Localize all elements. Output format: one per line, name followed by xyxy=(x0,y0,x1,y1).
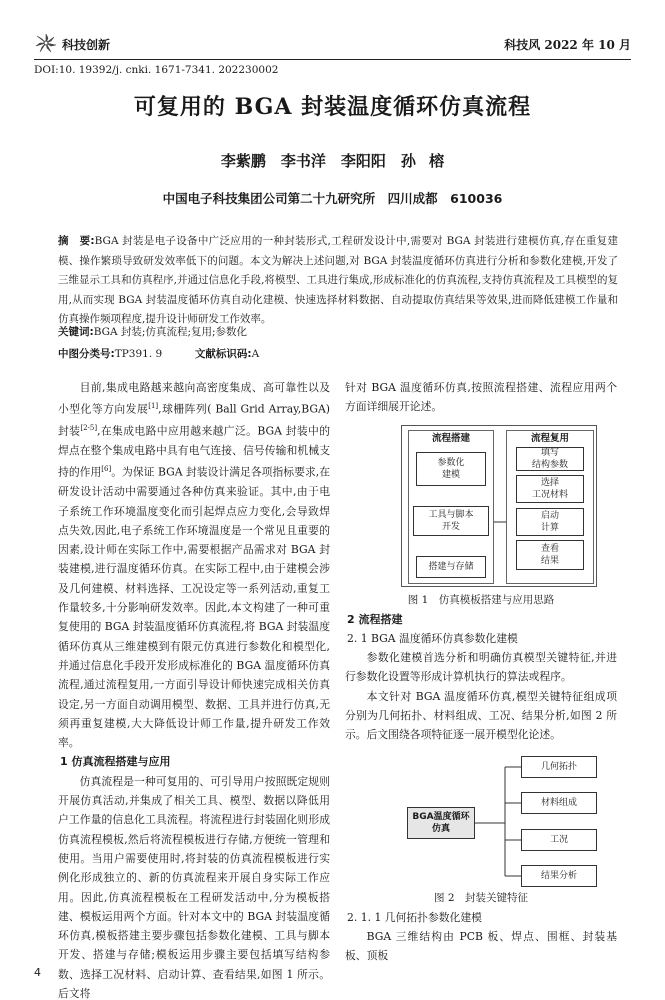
affiliation: 中国电子科技集团公司第二十九研究所 四川成都 610036 xyxy=(162,191,503,206)
intro-text-4: 。为保证 BGA 封装设计满足各项指标要求,在研发设计活动中需要通过各种仿真来验证。其中,由于电子系统工作环境温度变化而引起焊点应力变化,会导致焊点失效,因此,电子系统工作环境温度是一个常见且重要的因素,设计师在实际工作中,需要根据产品需求对 BGA 封装建模,进行温度循环仿真。在实际工程中,由于建模会涉及几何建模、材料选择、工况设定等一系列活动,重复工作量较多,十分影响研发效率。因此,本文构建了一种可重复使用的 BGA 封装温度循环仿真流程,将 BGA 封装温度循环仿真从三维建模到有限元仿真进行参数化和模型化,并通过信息化手段开发形成标准化的 BGA 温度循环仿真流程,通过流程复用,一方面引导设计师快速完成相关仿真设定,另一方面自动调用模型、数据、工具并进行仿真,无须再重复建模,大大降低设计师工作量,提升研发工作效率。 xyxy=(58,465,331,750)
journal-name: 科技创新 xyxy=(62,38,111,52)
paragraph-2-1-b: 本文针对 BGA 温度循环仿真,模型关键特征组成项分别为几何拓扑、材料组成、工况、结果分析,如图 2 所示。后文围绕各项特征逐一展开模型化论述。 xyxy=(345,689,617,742)
keywords-label: 关键词: xyxy=(58,326,94,338)
right-column xyxy=(345,378,617,966)
citation-1: [1] xyxy=(148,402,159,411)
fig2-item-material: 材料组成 xyxy=(521,792,597,814)
left-column xyxy=(58,378,330,1000)
section-heading-1: 1 仿真流程搭建与应用 xyxy=(60,755,171,769)
fig1-step-view-results: 查看 结果 xyxy=(516,540,584,570)
fig2-item-results: 结果分析 xyxy=(521,865,597,887)
subsection-heading-2-1: 2. 1 BGA 温度循环仿真参数化建模 xyxy=(347,631,518,645)
fig1-step-tools: 工具与脚本 开发 xyxy=(413,506,489,536)
classification xyxy=(58,346,618,361)
intro-paragraph xyxy=(58,378,330,752)
clc-value: TP391. 9 xyxy=(114,348,163,360)
figure-2 xyxy=(405,751,605,889)
paragraph-2-1-1: BGA 三维结构由 PCB 板、焊点、围框、封装基板、顶板 xyxy=(345,929,617,963)
keywords xyxy=(58,324,618,339)
figure-1 xyxy=(401,425,597,587)
fig1-step-select-material: 选择 工况材料 xyxy=(516,475,584,503)
fig1-step-modeling: 参数化 建模 xyxy=(416,452,486,486)
intro-text-1: 目前,集成电路越来越向高密度集成、高可靠性以及小型化等方向发展 xyxy=(58,381,330,416)
clc-label: 中图分类号: xyxy=(58,348,115,360)
fig1-left-header: 流程搭建 xyxy=(431,432,470,444)
journal-logo-icon xyxy=(34,32,58,54)
fig1-step-store: 搭建与存储 xyxy=(416,556,486,578)
intro-text-2: ,球栅阵列( Ball Grid Array,BGA)封装 xyxy=(58,402,330,438)
intro-text-3: ,在集成电路中应用越来越广泛。BGA 封装中的焊点在整个集成电路中具有电气连接、信号传输和机械支持的作用 xyxy=(58,424,331,479)
doc-code-label: 文献标识码: xyxy=(194,348,252,360)
citation-3: [6] xyxy=(101,465,112,474)
citation-2: [2-5] xyxy=(80,424,98,433)
figure-1-caption: 图 1 仿真模板搭建与应用思路 xyxy=(407,593,555,606)
fig1-step-start-calc: 启动 计算 xyxy=(516,508,584,536)
abstract xyxy=(58,232,618,330)
subsection-heading-2-1-1: 2. 1. 1 几何拓扑参数化建模 xyxy=(347,910,482,924)
continued-paragraph: 针对 BGA 温度循环仿真,按照流程搭建、流程应用两个方面详细展开论述。 xyxy=(345,381,617,414)
section-heading-2: 2 流程搭建 xyxy=(347,612,403,626)
fig1-step-fill-params: 填写 结构参数 xyxy=(516,447,584,471)
doi: DOI:10. 19392/j. cnki. 1671-7341. 202230002 xyxy=(34,64,279,76)
fig1-right-header: 流程复用 xyxy=(530,432,569,444)
authors: 李紫鹏 李书洋 李阳阳 孙 榕 xyxy=(220,152,445,170)
section1-paragraph: 仿真流程是一种可复用的、可引导用户按照既定规则开展仿真活动,并集成了相关工具、模型、数据以降低用户工作量的信息化工具流程。将流程进行封装固化则形成仿真流程模板,然后将流程模板进行存储,方便统一管理和使用。当用户需要使用时,将封装的仿真流程模板进行实例化形成独立的、新的仿真流程来开展自身实际工作应用。因此,仿真流程模板在工程研发活动中,分为模板搭建、模板运用两个方面。针对本文中的 BGA 封装温度循环仿真,模板搭建主要步骤包括参数化建模、工具与脚本开发、搭建与存储;模板运用步骤主要包括填写结构参数、选择工况材料、启动计算、查看结果,如图 1 所示。后文将 xyxy=(58,774,330,1000)
page-number: 4 xyxy=(34,966,41,979)
figure-2-caption: 图 2 封装关键特征 xyxy=(433,891,529,904)
journal-issue: 科技风 2022 年 10 月 xyxy=(504,38,631,52)
paper-title: 可复用的 BGA 封装温度循环仿真流程 xyxy=(133,94,532,120)
abstract-label: 摘 要: xyxy=(58,235,95,247)
doc-code-value: A xyxy=(251,348,260,360)
fig2-center-node: BGA温度循环 仿真 xyxy=(407,807,475,839)
keywords-text: BGA 封装;仿真流程;复用;参数化 xyxy=(93,326,248,338)
fig2-item-condition: 工况 xyxy=(521,829,597,851)
paragraph-2-1-a: 参数化建模首选分析和明确仿真模型关键特征,并进行参数化设置等形成计算机执行的算法或程序。 xyxy=(345,651,617,684)
abstract-text: BGA 封装是电子设备中广泛应用的一种封装形式,工程研发设计中,需要对 BGA 封装进行建模仿真,存在重复建模、操作繁琐导致研发效率低下的问题。本文为解决上述问题,对 BGA 封装温度循环仿真进行分析和参数化建模,开发了三维显示工具和仿真程序,并通过信息化手段,将模型、工具进行集成,形成标准化的仿真流程,支持仿真流程及工具模型的复用,从而实现 BGA 封装温度循环仿真自动化建模、快速选择材料数据、自动提取仿真结果等效果,进而降低建模工作量和仿真操作频项程度,提升设计师研发工作效率。 xyxy=(58,235,618,325)
running-header xyxy=(34,30,631,60)
fig2-item-geometry: 几何拓扑 xyxy=(521,756,597,778)
